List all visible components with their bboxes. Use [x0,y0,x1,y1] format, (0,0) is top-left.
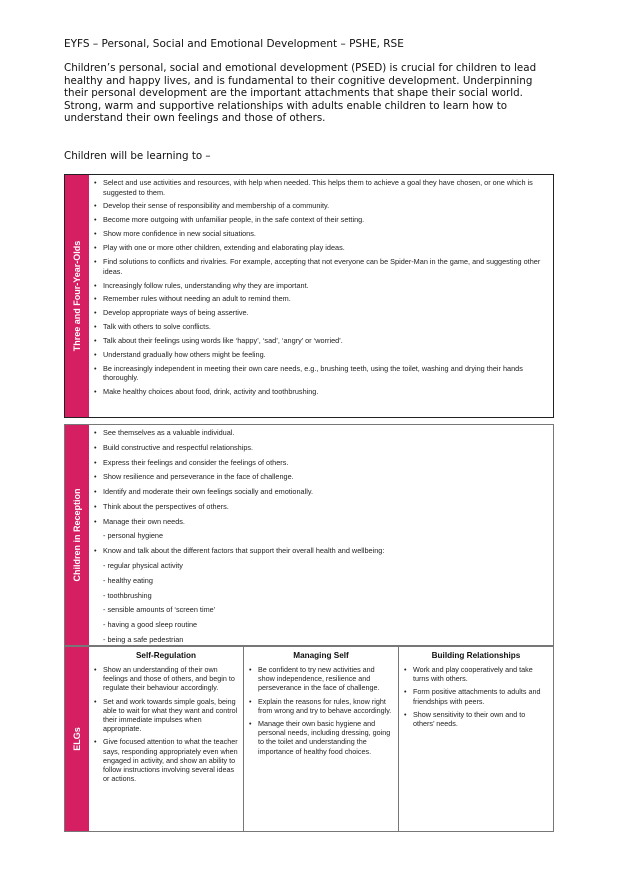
list-item: • Understand gradually how others might be feeling. [93,350,549,360]
column-heading: Self-Regulation [135,651,197,660]
section-three-four-year-olds [64,174,554,418]
section-label-bar [65,647,89,831]
list-item: • Talk about their feelings using words like ‘happy’, ‘sad’, ‘angry’ or ‘worried’. [93,336,549,346]
intro-paragraph: Children’s personal, social and emotional development (PSED) is crucial for children to lead healthy and happy lives, and is fundamental to their cognitive development. Underpinning their personal development are the important attachments that shape their social world. Strong, warm and supportive relationships with adults enable children to learn how to understand their own feelings and those of others. [64,62,537,125]
list-subitem: - regular physical activity [103,561,183,571]
section-elgs [64,646,554,832]
section-label: ELGs [72,727,82,751]
elg-column-self-regulation [89,647,243,831]
elg-column-managing-self [243,647,398,831]
list-item: • Show sensitivity to their own and to others’ needs. [404,710,548,728]
list-item: • Explain the reasons for rules, know right from wrong and try to behave accordingly. [249,697,393,715]
elg-list [404,665,548,728]
list-item: • Increasingly follow rules, understanding why they are important. [93,281,549,291]
elg-list [249,665,393,756]
lead-text: Children will be learning to – [64,150,211,162]
list-item: • Develop appropriate ways of being assertive. [93,308,549,318]
list-item: • Make healthy choices about food, drink, activity and toothbrushing. [93,387,549,397]
list-item: • Manage their own basic hygiene and personal needs, including dressing, going to the toilet and understanding the importance of healthy food choices. [249,719,393,756]
list-item: • Form positive attachments to adults and friendships with peers. [404,687,548,705]
list-subitem: - healthy eating [103,575,153,585]
list-item: • Show resilience and perseverance in the face of challenge. [93,472,549,482]
list-subitem: - having a good sleep routine [103,620,198,630]
learning-list [93,178,549,397]
learning-list [93,428,549,645]
list-subitem: - personal hygiene [103,531,164,541]
list-item: • Become more outgoing with unfamiliar people, in the safe context of their setting. [93,215,549,225]
list-subitem: - toothbrushing [103,590,152,600]
section-label-bar [65,425,89,645]
elg-columns [89,647,553,831]
list-item: • Be confident to try new activities and show independence, resilience and perseverance in the face of challenge. [249,665,393,693]
list-item: • Show an understanding of their own feelings and those of others, and begin to regulate their behaviour accordingly. [94,665,238,693]
list-item: • Work and play cooperatively and take turns with others. [404,665,548,683]
list-item: • Remember rules without needing an adult to remind them. [93,294,549,304]
list-item: • Build constructive and respectful relationships. [93,443,549,453]
list-item: • Express their feelings and consider the feelings of others. [93,458,549,468]
elg-list [94,665,238,783]
list-item: • Think about the perspectives of others. [93,502,549,512]
list-item: • Manage their own needs. [93,517,549,527]
list-item: • Show more confidence in new social situations. [93,229,549,239]
section-label-bar [65,175,89,417]
list-subitem: - being a safe pedestrian [103,634,184,644]
list-item: • Talk with others to solve conflicts. [93,322,549,332]
list-item: • Be increasingly independent in meeting their own care needs, e.g., brushing teeth, using the toilet, washing and drying their hands thoroughly. [93,364,549,383]
list-subitem: - sensible amounts of ‘screen time’ [103,605,216,615]
column-heading: Managing Self [293,651,349,660]
list-item: • See themselves as a valuable individual. [93,428,549,438]
list-item: • Identify and moderate their own feelings socially and emotionally. [93,487,549,497]
section-children-in-reception [64,424,554,646]
list-item: • Develop their sense of responsibility and membership of a community. [93,201,549,211]
list-item: • Find solutions to conflicts and rivalries. For example, accepting that not everyone can be Spider-Man in the game, and suggesting other ideas. [93,257,549,276]
elg-column-building-relationships [398,647,553,831]
list-item: • Play with one or more other children, extending and elaborating play ideas. [93,243,549,253]
page-title: EYFS – Personal, Social and Emotional Development – PSHE, RSE [64,38,404,50]
section-label: Children in Reception [72,488,82,582]
list-item: • Know and talk about the different factors that support their overall health and wellbeing: [93,546,549,556]
list-item: • Give focused attention to what the teacher says, responding appropriately even when engaged in activity, and show an ability to follow instructions involving several ideas or actions. [94,737,238,783]
list-item: • Set and work towards simple goals, being able to wait for what they want and control their immediate impulses when appropriate. [94,697,238,734]
list-item: • Select and use activities and resources, with help when needed. This helps them to achieve a goal they have chosen, or one which is suggested to them. [93,178,549,197]
column-heading: Building Relationships [431,651,521,660]
section-label: Three and Four-Year-Olds [72,240,82,352]
